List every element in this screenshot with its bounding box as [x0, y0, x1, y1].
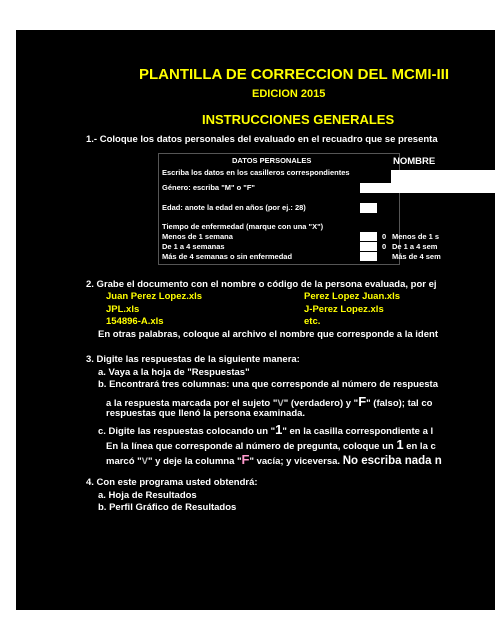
spreadsheet-sheet [16, 30, 495, 610]
option-value-1: 0 [382, 232, 387, 241]
nombre-input-cell[interactable] [391, 170, 495, 184]
option-label-1: Menos de 1 semana [162, 232, 233, 241]
step3-b3: respuestas que llenó la persona examinada. [106, 408, 306, 419]
step1-text: 1.- Coloque los datos personales del evaluado en el recuadro que se presenta [86, 134, 438, 145]
example-left-1: Juan Perez Lopez.xls [106, 291, 203, 302]
step3-a: a. Vaya a la hoja de "Respuestas" [98, 367, 250, 378]
genero-label: Género: escriba "M" o "F" [162, 183, 255, 192]
step2-note: En otras palabras, coloque al archivo el nombre que corresponde a la ident [98, 329, 438, 340]
example-left-2: JPL.xls [106, 304, 140, 315]
option-side-label-2: De 1 a 4 sem [392, 242, 438, 251]
step3-text: 3. Digite las respuestas de la siguiente manera: [86, 354, 300, 365]
option-input-cell-1[interactable] [360, 232, 377, 241]
genero-input-cell[interactable] [360, 183, 495, 193]
personal-box-title: DATOS PERSONALES [232, 156, 312, 165]
step4-a: a. Hoja de Resultados [98, 490, 197, 501]
option-label-3: Más de 4 semanas o sin enfermedad [162, 252, 293, 261]
section-title: INSTRUCCIONES GENERALES [202, 112, 395, 127]
page-title: PLANTILLA DE CORRECCION DEL MCMI-III [139, 66, 449, 83]
step3-b2: a la respuesta marcada por el sujeto "V" (verdadero) y "F" (falso); tal co [106, 394, 433, 409]
option-value-2: 0 [382, 242, 387, 251]
option-input-cell-2[interactable] [360, 242, 377, 251]
personal-box-subtitle: Escriba los datos en los casilleros correspondientes [162, 168, 350, 177]
step3-c1: c. Digite las respuestas colocando un "1" en la casilla correspondiente a l [98, 422, 434, 437]
step3-c3: marcó "V" y deje la columna "F" vacía; y viceversa. No escriba nada n [106, 452, 442, 467]
edad-input-cell[interactable] [360, 203, 377, 213]
step3-c2: En la línea que corresponde al número de pregunta, coloque un 1 en la c [106, 437, 436, 452]
edad-label: Edad: anote la edad en años (por ej.: 28) [162, 203, 306, 212]
example-left-3: 154896-A.xls [106, 316, 164, 327]
step4-text: 4. Con este programa usted obtendrá: [86, 477, 258, 488]
example-right-3: etc. [304, 316, 321, 327]
tiempo-label: Tiempo de enfermedad (marque con una "X") [162, 222, 324, 231]
edition-label: EDICION 2015 [252, 88, 326, 100]
step4-b: b. Perfil Gráfico de Resultados [98, 502, 237, 513]
option-input-cell-3[interactable] [360, 252, 377, 261]
step2-text: 2. Grabe el documento con el nombre o código de la persona evaluada, por ej [86, 279, 437, 290]
option-label-2: De 1 a 4 semanas [162, 242, 225, 251]
step3-b1: b. Encontrará tres columnas: una que corresponde al número de respuesta [98, 379, 438, 390]
option-side-label-3: Más de 4 sem [392, 252, 441, 261]
nombre-label: NOMBRE [393, 156, 436, 167]
example-right-1: Perez Lopez Juan.xls [304, 291, 401, 302]
option-side-label-1: Menos de 1 s [392, 232, 440, 241]
example-right-2: J-Perez Lopez.xls [304, 304, 384, 315]
